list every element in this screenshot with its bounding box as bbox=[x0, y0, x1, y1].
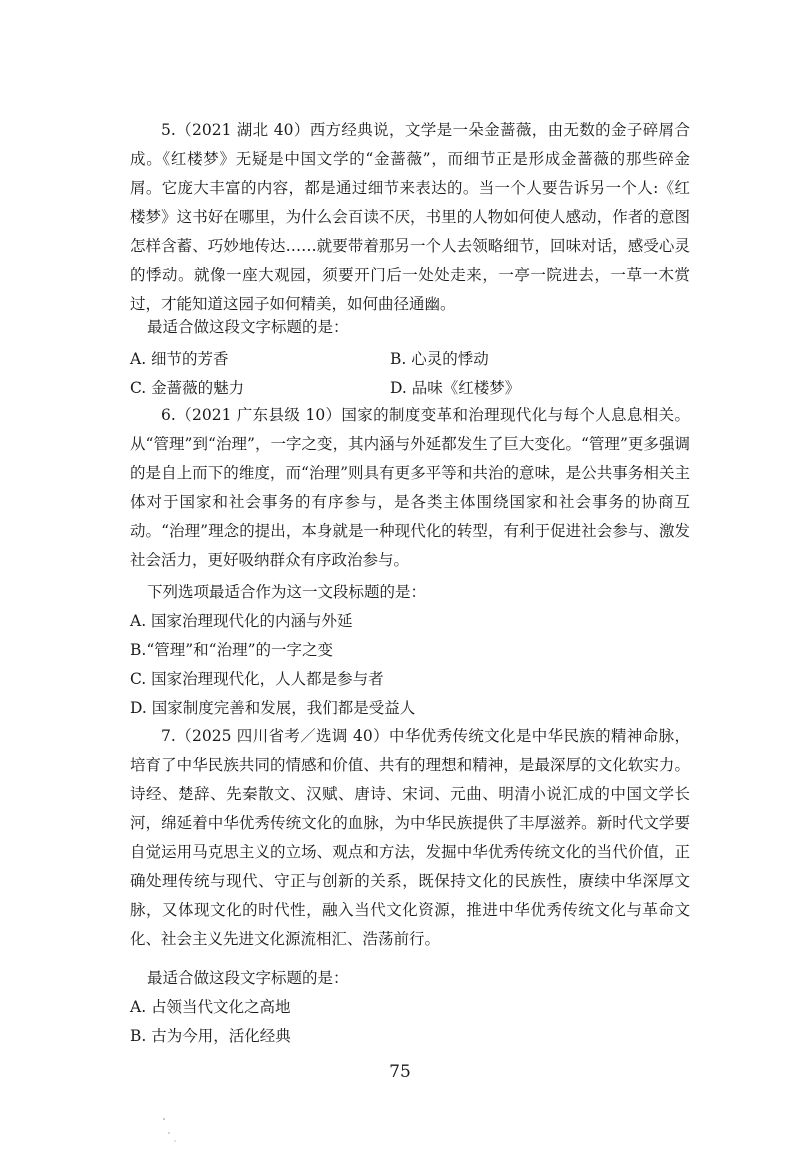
question-6-prompt: 下列选项最适合作为这一文段标题的是： bbox=[147, 583, 427, 601]
question-6-option-c: C. 国家治理现代化，人人都是参与者 bbox=[130, 670, 384, 688]
question-7-option-a: A. 占领当代文化之高地 bbox=[130, 998, 291, 1016]
question-6-option-b: B.“管理”和“治理”的一字之变 bbox=[130, 641, 334, 659]
scan-specks bbox=[160, 1115, 180, 1145]
question-5-passage: 5.（2021 湖北 40）西方经典说，文学是一朵金蔷薇，由无数的金子碎屑合成。《红楼梦》无疑是中国文学的“金蔷薇”，而细节正是形成金蔷薇的那些碎金屑。它庞大丰富的内容，都是通过细节来表达的。当一个人要告诉另一个人:《红楼梦》这书好在哪里，为什么会百读不厌，书里的人物如何使人感动，作者的意图怎样含蓄、巧妙地传达……就要带着那另一个人去领略细节，回味对话，感受心灵的悸动。就像一座大观园，须要开门后一处处走来，一亭一院进去，一草一木赏过，才能知道这园子如何精美，如何曲径通幽。 bbox=[130, 121, 690, 313]
question-5-option-d: D. 品味《红楼梦》 bbox=[390, 379, 521, 397]
question-6-passage: 6.（2021 广东县级 10）国家的制度变革和治理现代化与每个人息息相关。从“管理”到“治理”，一字之变，其内涵与外延都发生了巨大变化。“管理”更多强调的是自上而下的维度，而“治理”则具有更多平等和共治的意味，是公共事务相关主体对于国家和社会事务的有序参与，是各类主体围绕国家和社会事务的协商互动。“治理”理念的提出，本身就是一种现代化的转型，有利于促进社会参与、激发社会活力，更好吸纳群众有序政治参与。 bbox=[130, 406, 690, 569]
question-5-prompt: 最适合做这段文字标题的是： bbox=[147, 318, 349, 336]
question-7-passage: 7.（2025 四川省考／选调 40）中华优秀传统文化是中华民族的精神命脉，培育了中华民族共同的情感和价值、共有的理想和精神，是最深厚的文化软实力。诗经、楚辞、先秦散文、汉赋、唐诗、宋词、元曲、明清小说汇成的中国文学长河，绵延着中华优秀传统文化的血脉，为中华民族提供了丰厚滋养。新时代文学要自觉运用马克思主义的立场、观点和方法，发掘中华优秀传统文化的当代价值，正确处理传统与现代、守正与创新的关系，既保持文化的民族性，赓续中华深厚文脉，又体现文化的时代性，融入当代文化资源，推进中华优秀传统文化与革命文化、社会主义先进文化源流相汇、浩荡前行。 bbox=[130, 727, 690, 948]
question-6-option-d: D. 国家制度完善和发展，我们都是受益人 bbox=[130, 699, 416, 717]
question-7-prompt: 最适合做这段文字标题的是： bbox=[147, 969, 349, 987]
page-number: 75 bbox=[389, 1062, 411, 1082]
question-5-option-a: A. 细节的芳香 bbox=[130, 350, 229, 368]
question-5-option-b: B. 心灵的悸动 bbox=[390, 350, 489, 368]
question-6-option-a: A. 国家治理现代化的内涵与外延 bbox=[130, 612, 353, 630]
question-7-option-b: B. 古为今用，活化经典 bbox=[130, 1027, 291, 1045]
question-5-option-c: C. 金蔷薇的魅力 bbox=[130, 379, 245, 397]
